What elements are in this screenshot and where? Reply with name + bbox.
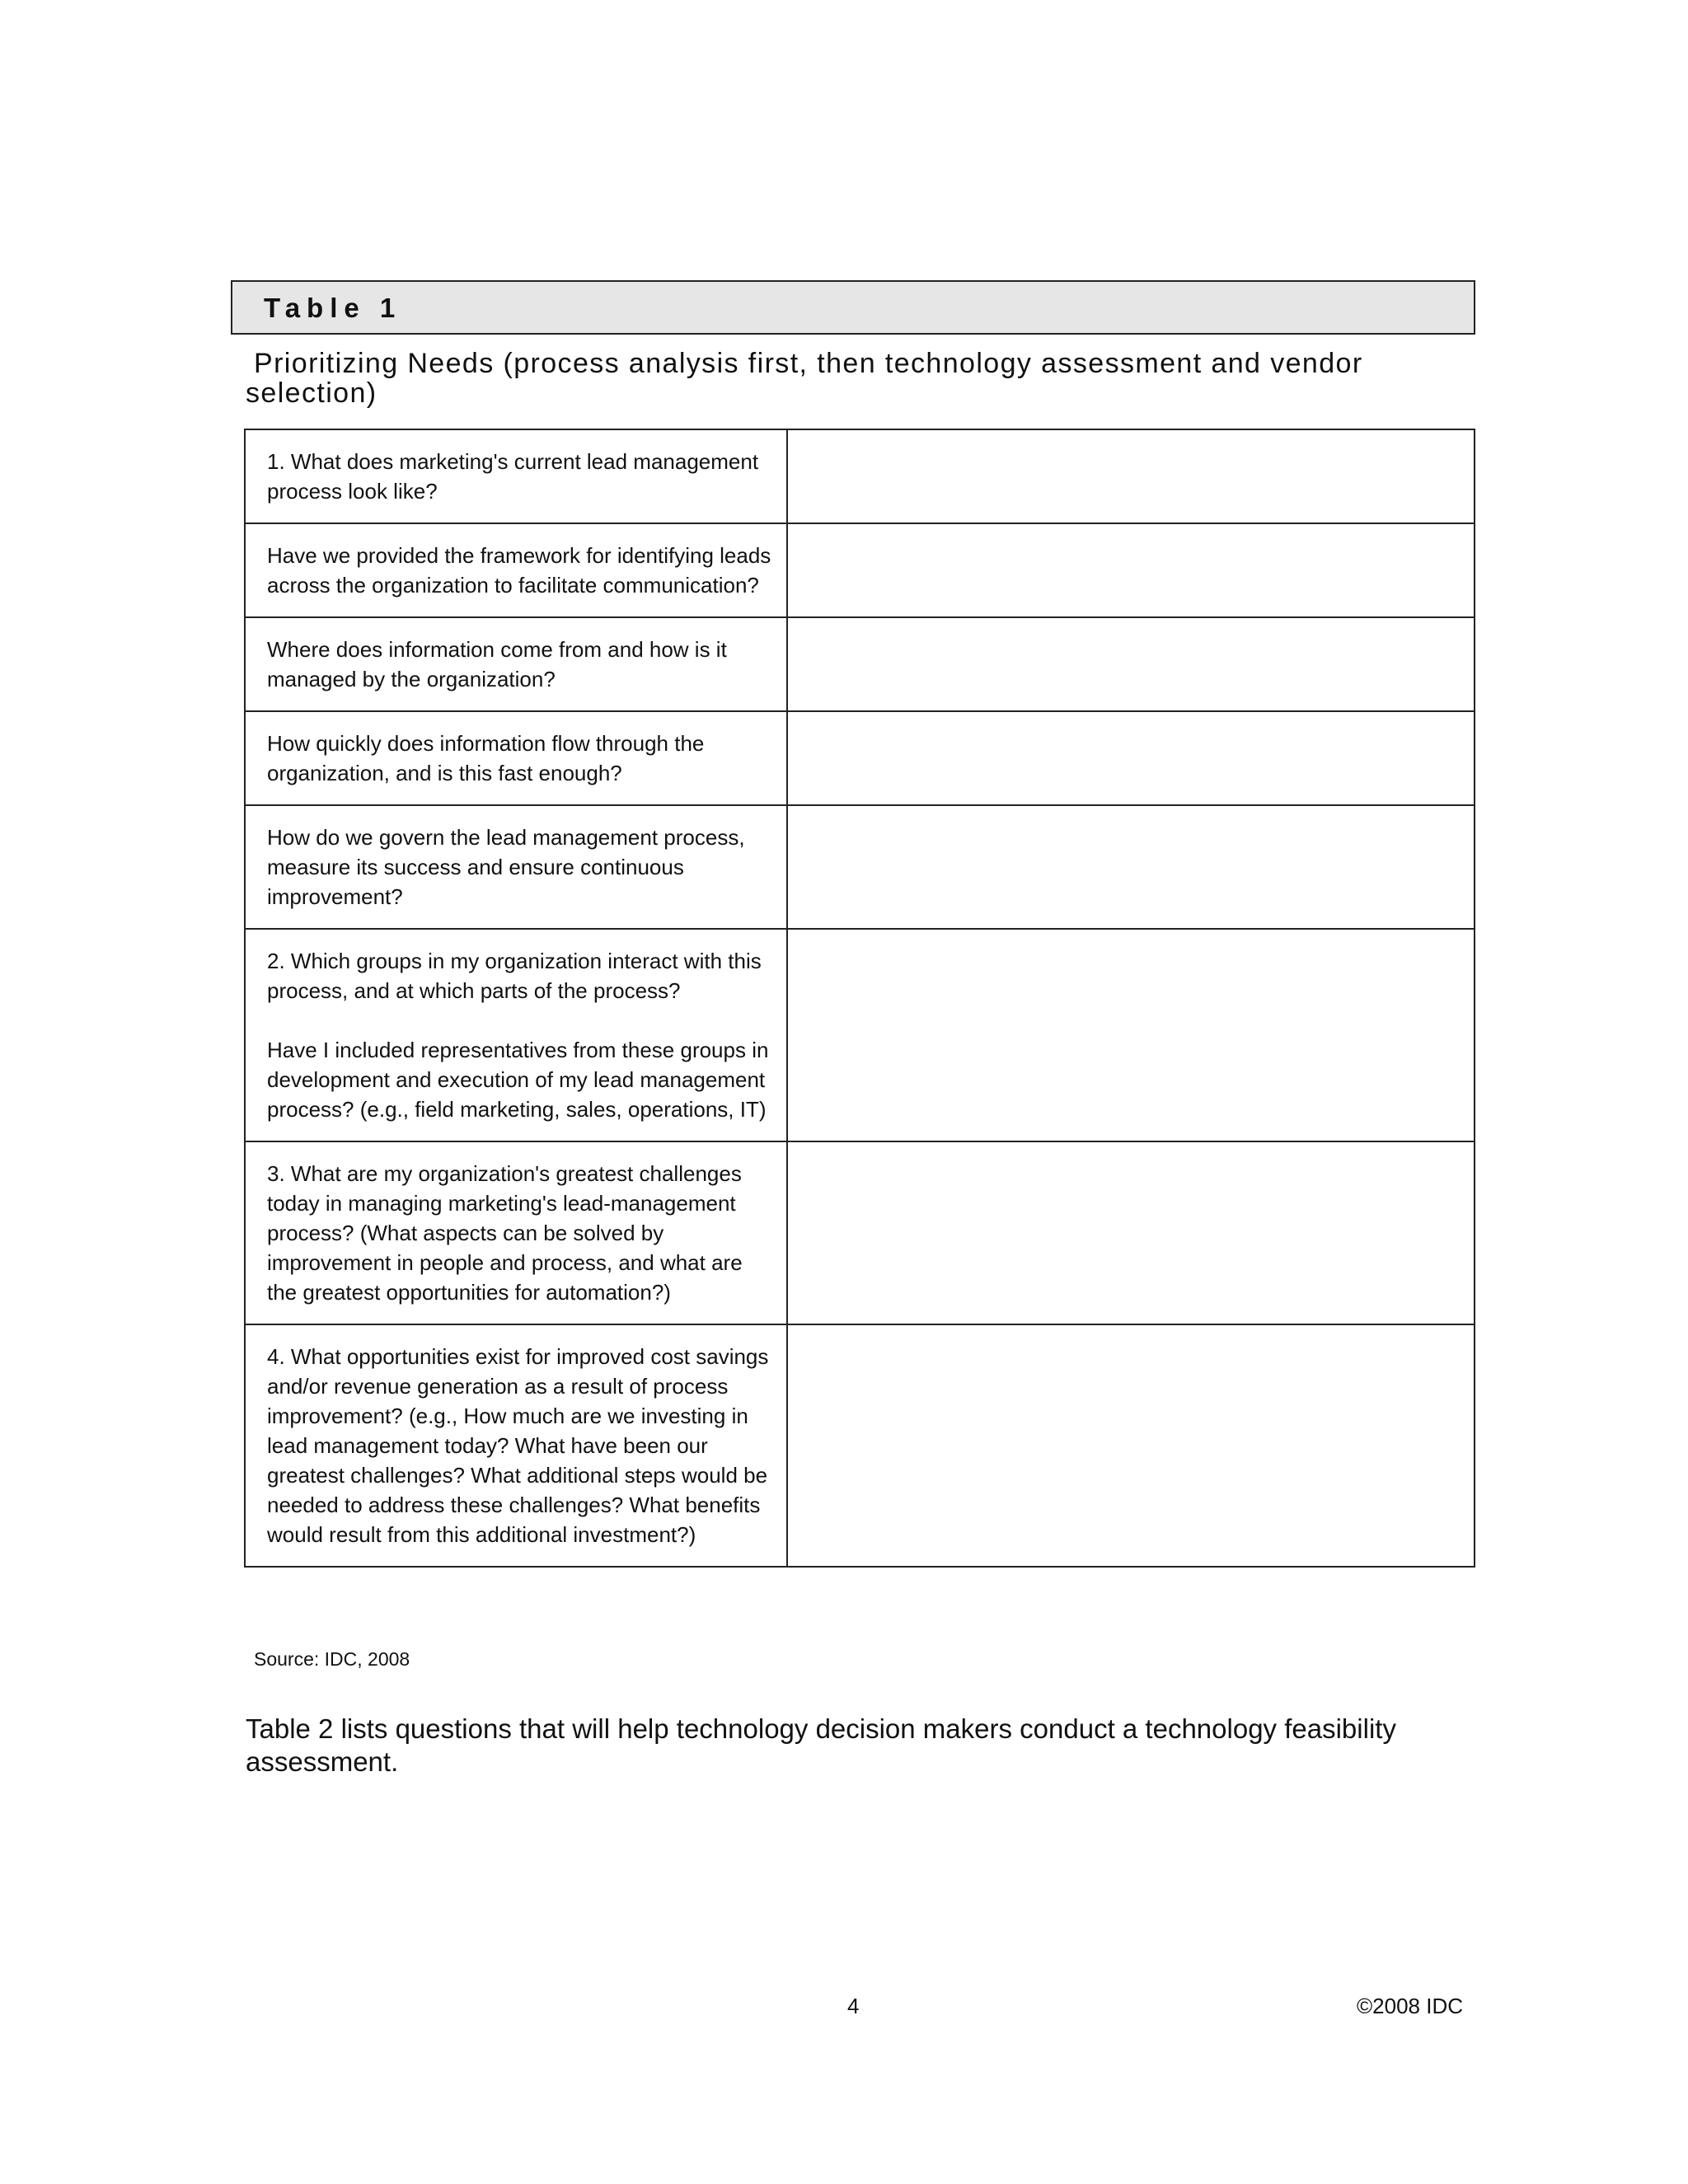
- question-cell: [245, 617, 787, 711]
- question-text: Where does information come from and how is it managed by the organization?: [267, 637, 727, 691]
- copyright-notice: ©2008 IDC: [1357, 1994, 1463, 2018]
- page-number: 4: [847, 1994, 860, 2018]
- table-label-box: [231, 280, 1475, 335]
- table-source: Source: IDC, 2008: [254, 1648, 410, 1670]
- question-text: Have I included representatives from these groups in development and execution of my lead management process? (e.g., field marketing, sales, operations, IT): [267, 1038, 769, 1122]
- answer-cell: [787, 1324, 1475, 1567]
- question-text: How do we govern the lead management process, measure its success and ensure continuous improvement?: [267, 825, 745, 909]
- question-text: 4. What opportunities exist for improved cost savings and/or revenue generation as a result of process improvement? (e.g., How much are we investing in lead management today? What have been our greatest challenges? What additional steps would be needed to address these challenges? What benefits would result from this additional investment?): [267, 1344, 769, 1547]
- table-title: Prioritizing Needs (process analysis first, then technology assessment and vendor selection): [246, 348, 1363, 409]
- question-cell: [245, 1324, 787, 1567]
- question-cell: [245, 429, 787, 523]
- table-row: [245, 617, 1475, 711]
- question-text: 2. Which groups in my organization interact with this process, and at which parts of the process?: [267, 949, 762, 1003]
- table-row: [245, 929, 1475, 1141]
- question-cell: [245, 805, 787, 929]
- answer-cell: [787, 523, 1475, 617]
- answer-cell: [787, 429, 1475, 523]
- answer-cell: [787, 929, 1475, 1141]
- question-text: How quickly does information flow through the organization, and is this fast enough?: [267, 731, 705, 785]
- table-label: Table 1: [264, 293, 402, 323]
- table-row: [245, 711, 1475, 805]
- question-text: 1. What does marketing's current lead management process look like?: [267, 449, 759, 504]
- needs-table-body: [245, 429, 1475, 1567]
- question-cell: [245, 929, 787, 1141]
- needs-table: [244, 429, 1475, 1568]
- question-text: 3. What are my organization's greatest challenges today in managing marketing's lead-management process? (What aspects can be solved by improvement in people and process, and what are the greatest opportunities for automation?): [267, 1161, 743, 1305]
- answer-cell: [787, 805, 1475, 929]
- body-paragraph: Table 2 lists questions that will help technology decision makers conduct a technology feasibility assessment.: [246, 1713, 1396, 1777]
- table-row: [245, 429, 1475, 523]
- table-row: [245, 1324, 1475, 1567]
- question-cell: [245, 523, 787, 617]
- table-row: [245, 805, 1475, 929]
- table-row: [245, 523, 1475, 617]
- question-cell: [245, 711, 787, 805]
- answer-cell: [787, 1141, 1475, 1324]
- answer-cell: [787, 711, 1475, 805]
- table-row: [245, 1141, 1475, 1324]
- question-cell: [245, 1141, 787, 1324]
- answer-cell: [787, 617, 1475, 711]
- question-text: Have we provided the framework for identifying leads across the organization to facilitate communication?: [267, 543, 771, 598]
